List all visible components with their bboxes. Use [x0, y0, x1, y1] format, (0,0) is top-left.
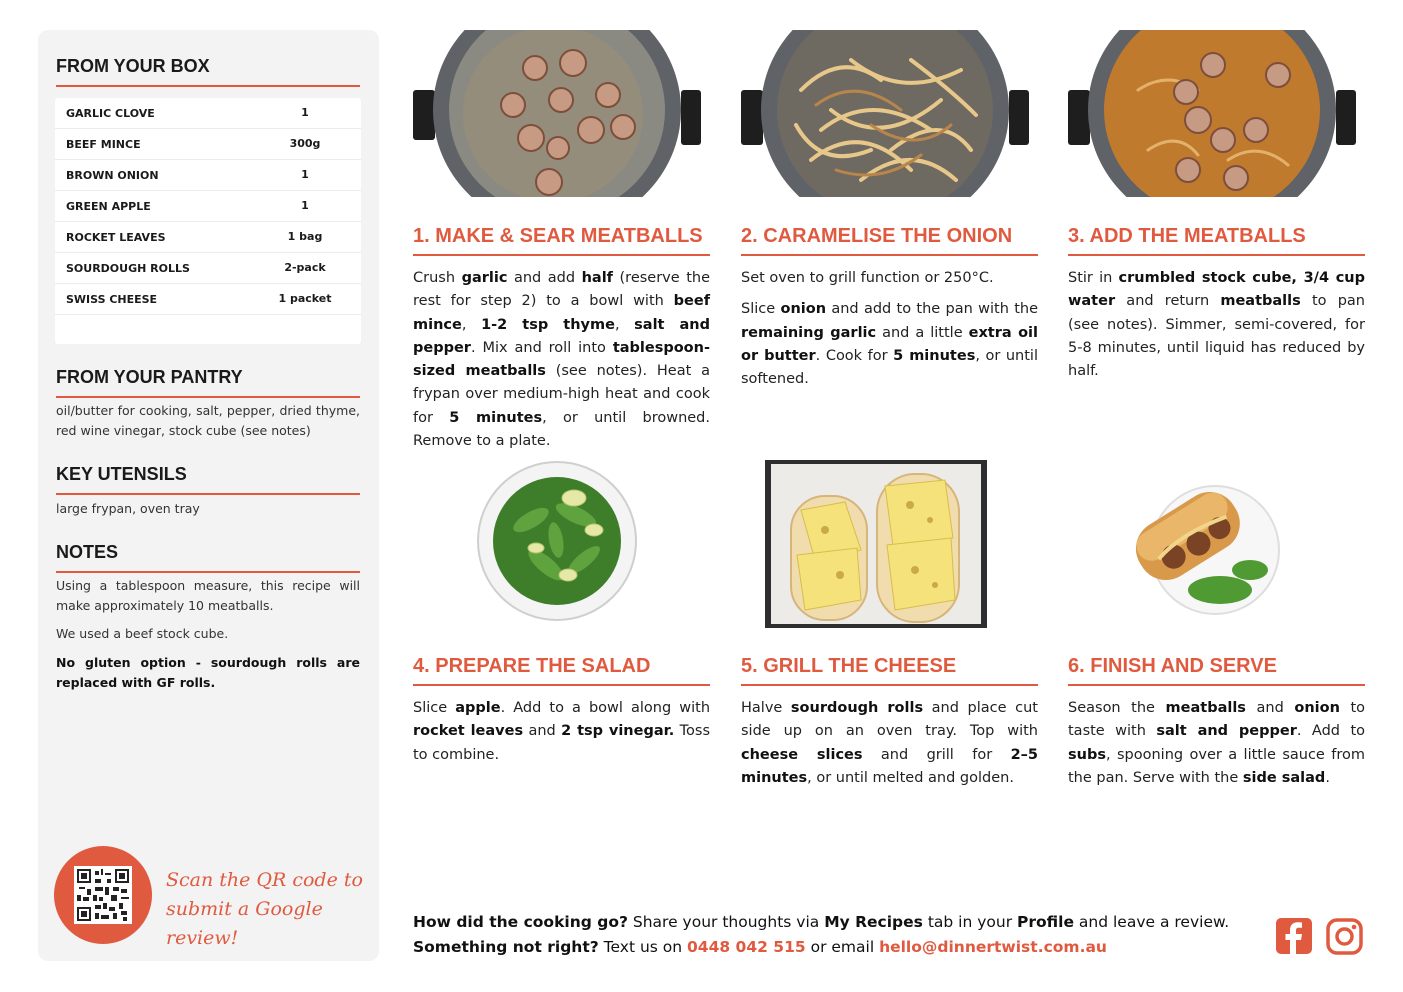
- qr-code[interactable]: [74, 866, 132, 924]
- ingredient-name: GREEN APPLE: [66, 200, 151, 213]
- ingredients-table: [55, 98, 361, 344]
- step-6-title: 6. FINISH AND SERVE: [1068, 655, 1365, 686]
- qr-caption: [166, 866, 366, 953]
- email-link[interactable]: hello@dinnertwist.com.au: [879, 938, 1107, 956]
- table-row: [55, 98, 361, 129]
- ingredient-name: ROCKET LEAVES: [66, 231, 166, 244]
- step-2-text: Set oven to grill function or 250°C. Slice onion and add to the pan with the remaining garlic and a little extra oil or butter. Cook for 5 minutes, or until softened.: [741, 270, 1039, 388]
- notes-heading: NOTES: [56, 542, 360, 573]
- pantry-heading: FROM YOUR PANTRY: [56, 367, 360, 398]
- footer-text: and leave a review.: [1073, 913, 1230, 931]
- ingredient-qty: 1: [301, 106, 309, 119]
- qr-code-icon: [77, 869, 129, 921]
- step-5-image: [765, 460, 987, 628]
- ingredient-qty: 1 bag: [287, 230, 323, 243]
- ingredient-qty: 2-pack: [284, 261, 326, 274]
- table-row: [55, 191, 361, 222]
- step-3-image: [1068, 30, 1356, 197]
- table-row: [55, 222, 361, 253]
- ingredient-qty: 1: [301, 199, 309, 212]
- qr-caption-line1: Scan the QR code to: [166, 869, 363, 891]
- profile-link[interactable]: Profile: [1017, 913, 1074, 931]
- step-4-image: [476, 460, 638, 622]
- step-2-title: 2. CARAMELISE THE ONION: [741, 225, 1038, 256]
- phone-link[interactable]: 0448 042 515: [687, 938, 806, 956]
- feedback-question: How did the cooking go?: [413, 913, 628, 931]
- feedback-footer: [413, 910, 1229, 960]
- my-recipes-link[interactable]: My Recipes: [824, 913, 923, 931]
- ingredient-qty: 1 packet: [278, 292, 332, 305]
- step-5-title: 5. GRILL THE CHEESE: [741, 655, 1038, 686]
- ingredient-name: BEEF MINCE: [66, 138, 141, 151]
- pantry-text: oil/butter for cooking, salt, pepper, dried thyme, red wine vinegar, stock cube (see notes): [56, 403, 360, 438]
- step-1-title: 1. MAKE & SEAR MEATBALLS: [413, 225, 710, 256]
- ingredient-name: BROWN ONION: [66, 169, 159, 182]
- table-row: [55, 160, 361, 191]
- step-4-text: Slice apple. Add to a bowl along with rocket leaves and 2 tsp vinegar. Toss to combine.: [413, 700, 711, 763]
- ingredients-sidebar: [38, 30, 379, 961]
- ingredient-name: SOURDOUGH ROLLS: [66, 262, 190, 275]
- feedback-line-2: [413, 935, 1229, 960]
- utensils-text: large frypan, oven tray: [56, 501, 200, 516]
- footer-text: or email: [805, 938, 880, 956]
- step-6-image: [1120, 460, 1282, 622]
- note-1: Using a tablespoon measure, this recipe will make approximately 10 meatballs.: [56, 578, 360, 613]
- qr-badge: [54, 846, 152, 944]
- step-2-image: [741, 30, 1029, 197]
- qr-caption-line2: submit a Google review!: [166, 898, 323, 949]
- box-heading: FROM YOUR BOX: [56, 56, 360, 87]
- footer-text: Text us on: [598, 938, 688, 956]
- instagram-icon[interactable]: [1326, 918, 1363, 955]
- footer-text: tab in your: [922, 913, 1018, 931]
- ingredient-qty: 1: [301, 168, 309, 181]
- support-question: Something not right?: [413, 938, 599, 956]
- note-3: No gluten option - sourdough rolls are replaced with GF rolls.: [56, 655, 360, 690]
- footer-text: Share your thoughts via: [627, 913, 825, 931]
- step-1-image: [413, 30, 701, 197]
- step-4-title: 4. PREPARE THE SALAD: [413, 655, 710, 686]
- table-row: [55, 284, 361, 315]
- step-3-title: 3. ADD THE MEATBALLS: [1068, 225, 1365, 256]
- facebook-icon[interactable]: [1276, 918, 1312, 954]
- ingredient-name: GARLIC CLOVE: [66, 107, 155, 120]
- utensils-heading: KEY UTENSILS: [56, 464, 360, 495]
- step-5-text: Halve sourdough rolls and place cut side up on an oven tray. Top with cheese slices and grill for 2–5 minutes, or until melted and golden.: [741, 700, 1038, 786]
- step-3-text: Stir in crumbled stock cube, 3/4 cup water and return meatballs to pan (see notes). Simmer, semi-covered, for 5-8 minutes, until liquid has reduced by half.: [1068, 270, 1365, 380]
- table-row: [55, 253, 361, 284]
- table-row: [55, 129, 361, 160]
- step-6-text: Season the meatballs and onion to taste with salt and pepper. Add to subs, spooning over a little sauce from the pan. Serve with the side salad.: [1068, 700, 1366, 786]
- step-1-text: Crush garlic and add half (reserve the rest for step 2) to a bowl with beef mince, 1-2 tsp thyme, salt and pepper. Mix and roll into tablespoon-sized meatballs (see notes). Heat a frypan over medium-high heat and cook for 5 minutes, or until browned. Remove to a plate.: [413, 270, 711, 450]
- ingredient-name: SWISS CHEESE: [66, 293, 158, 306]
- note-2: We used a beef stock cube.: [56, 626, 229, 641]
- ingredient-qty: 300g: [289, 137, 321, 150]
- feedback-line-1: [413, 910, 1229, 935]
